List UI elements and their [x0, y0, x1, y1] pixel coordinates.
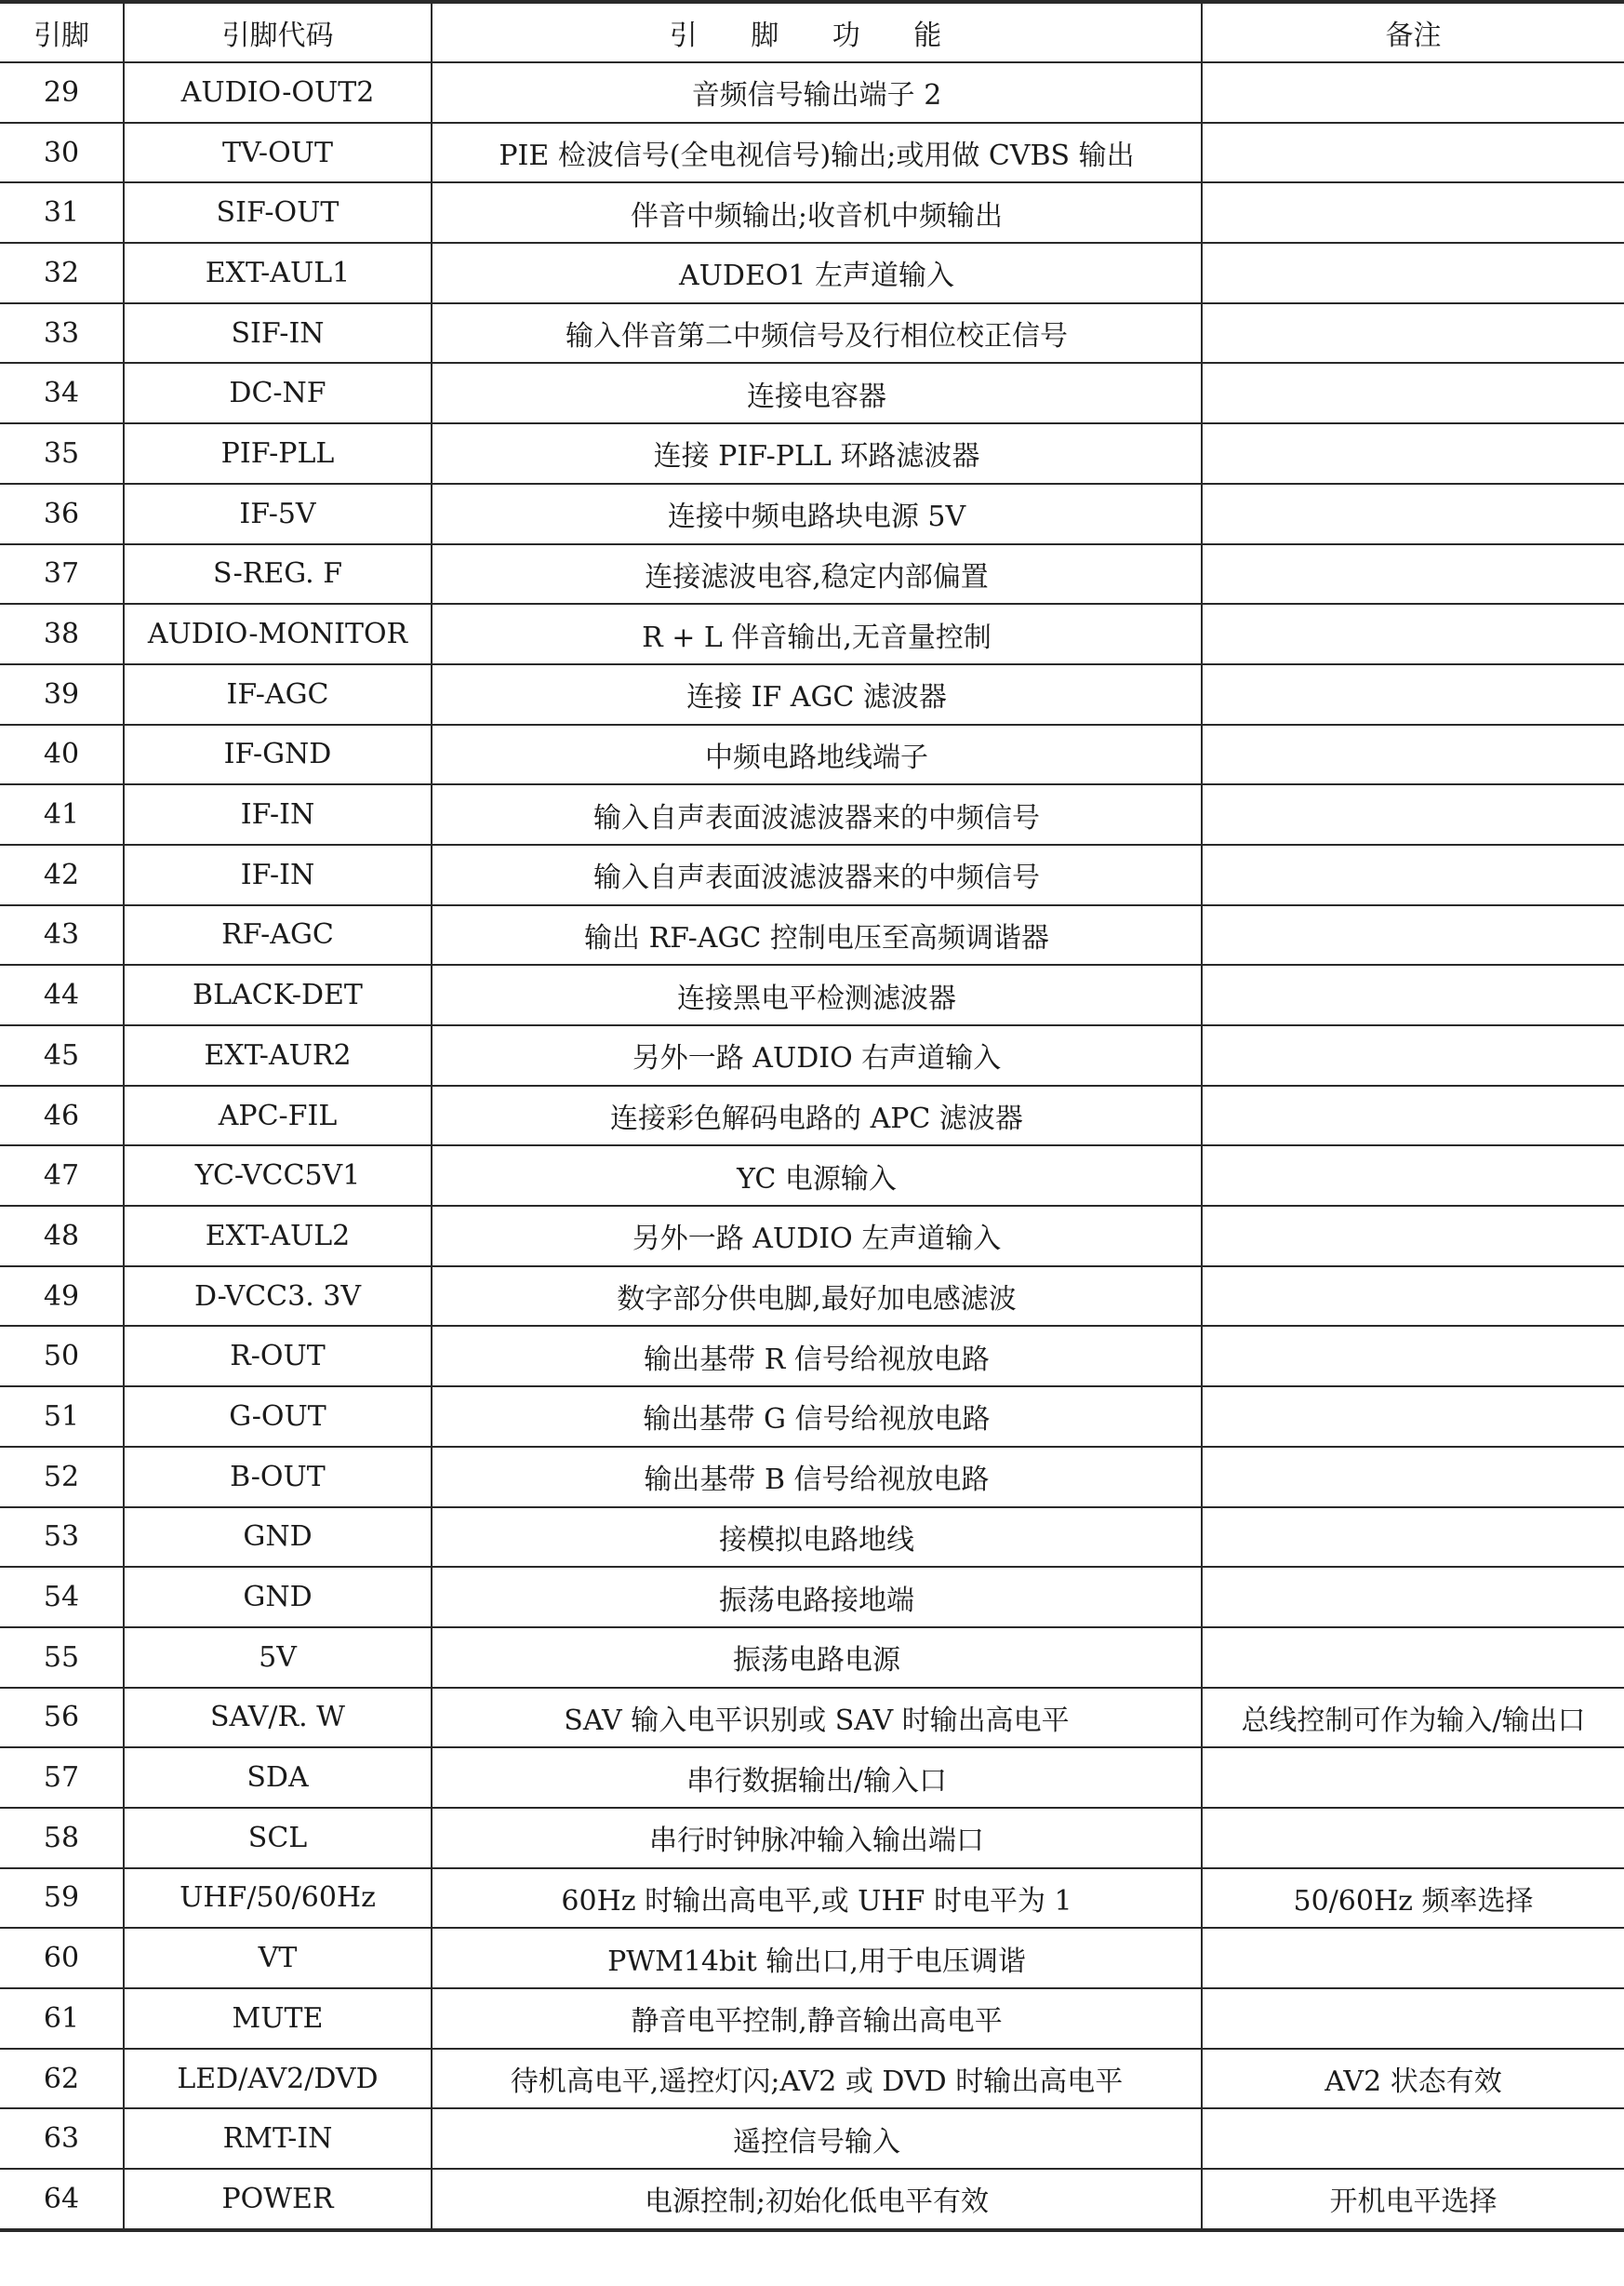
cell-function: 待机高电平,遥控灯闪;AV2 或 DVD 时输出高电平	[432, 2049, 1202, 2109]
cell-function: 中频电路地线端子	[432, 725, 1202, 785]
cell-note	[1202, 1326, 1624, 1386]
cell-note	[1202, 1988, 1624, 2049]
cell-code: SIF-OUT	[124, 182, 432, 243]
cell-pin: 54	[0, 1567, 124, 1627]
cell-function: 振荡电路接地端	[432, 1567, 1202, 1627]
cell-code: IF-AGC	[124, 664, 432, 725]
cell-function: 连接滤波电容,稳定内部偏置	[432, 544, 1202, 605]
cell-note	[1202, 1567, 1624, 1627]
cell-function: 连接 PIF-PLL 环路滤波器	[432, 423, 1202, 484]
cell-pin: 60	[0, 1928, 124, 1988]
cell-function: 输入自声表面波滤波器来的中频信号	[432, 845, 1202, 905]
table-row	[0, 2169, 1624, 2230]
table-row	[0, 123, 1624, 183]
cell-function: YC 电源输入	[432, 1145, 1202, 1206]
cell-code: EXT-AUR2	[124, 1025, 432, 1086]
cell-function: 连接彩色解码电路的 APC 滤波器	[432, 1086, 1202, 1146]
cell-code: LED/AV2/DVD	[124, 2049, 432, 2109]
cell-function: 连接中频电路块电源 5V	[432, 484, 1202, 544]
cell-code: B-OUT	[124, 1447, 432, 1507]
cell-code: EXT-AUL2	[124, 1206, 432, 1266]
cell-pin: 45	[0, 1025, 124, 1086]
cell-note	[1202, 1747, 1624, 1808]
table-row	[0, 1567, 1624, 1627]
cell-pin: 55	[0, 1627, 124, 1688]
table-row	[0, 1688, 1624, 1748]
cell-note: 开机电平选择	[1202, 2169, 1624, 2230]
cell-pin: 47	[0, 1145, 124, 1206]
table-row	[0, 1025, 1624, 1086]
cell-pin: 44	[0, 965, 124, 1025]
table-row	[0, 784, 1624, 845]
cell-function: 遥控信号输入	[432, 2108, 1202, 2169]
cell-note	[1202, 1386, 1624, 1447]
cell-note	[1202, 1086, 1624, 1146]
cell-pin: 51	[0, 1386, 124, 1447]
cell-function: 输出基带 G 信号给视放电路	[432, 1386, 1202, 1447]
cell-code: BLACK-DET	[124, 965, 432, 1025]
cell-code: AUDIO-OUT2	[124, 62, 432, 123]
header-row	[0, 2, 1624, 62]
cell-pin: 41	[0, 784, 124, 845]
cell-code: G-OUT	[124, 1386, 432, 1447]
cell-note	[1202, 243, 1624, 303]
header-code: 引脚代码	[124, 2, 432, 62]
cell-pin: 62	[0, 2049, 124, 2109]
cell-function: 另外一路 AUDIO 右声道输入	[432, 1025, 1202, 1086]
cell-function: PIE 检波信号(全电视信号)输出;或用做 CVBS 输出	[432, 123, 1202, 183]
cell-code: GND	[124, 1567, 432, 1627]
cell-function: 输出基带 B 信号给视放电路	[432, 1447, 1202, 1507]
cell-code: RMT-IN	[124, 2108, 432, 2169]
table-row	[0, 1145, 1624, 1206]
cell-note	[1202, 1266, 1624, 1327]
cell-code: SAV/R. W	[124, 1688, 432, 1748]
cell-function: PWM14bit 输出口,用于电压调谐	[432, 1928, 1202, 1988]
cell-pin: 53	[0, 1507, 124, 1568]
header-pin: 引脚	[0, 2, 124, 62]
cell-code: EXT-AUL1	[124, 243, 432, 303]
cell-function: 连接 IF AGC 滤波器	[432, 664, 1202, 725]
cell-note: 50/60Hz 频率选择	[1202, 1868, 1624, 1929]
cell-pin: 64	[0, 2169, 124, 2230]
cell-function: 输出 RF-AGC 控制电压至高频调谐器	[432, 905, 1202, 966]
cell-pin: 31	[0, 182, 124, 243]
cell-code: 5V	[124, 1627, 432, 1688]
cell-pin: 61	[0, 1988, 124, 2049]
table-header	[0, 2, 1624, 62]
cell-pin: 43	[0, 905, 124, 966]
cell-pin: 50	[0, 1326, 124, 1386]
cell-pin: 33	[0, 303, 124, 364]
cell-note	[1202, 725, 1624, 785]
table-row	[0, 1266, 1624, 1327]
cell-code: YC-VCC5V1	[124, 1145, 432, 1206]
cell-function: 静音电平控制,静音输出高电平	[432, 1988, 1202, 2049]
cell-code: SIF-IN	[124, 303, 432, 364]
cell-note	[1202, 1206, 1624, 1266]
cell-function: 串行数据输出/输入口	[432, 1747, 1202, 1808]
table-row	[0, 544, 1624, 605]
cell-pin: 30	[0, 123, 124, 183]
cell-function: 振荡电路电源	[432, 1627, 1202, 1688]
cell-pin: 36	[0, 484, 124, 544]
cell-code: APC-FIL	[124, 1086, 432, 1146]
cell-code: GND	[124, 1507, 432, 1568]
cell-note	[1202, 544, 1624, 605]
table-row	[0, 1988, 1624, 2049]
table-row	[0, 1507, 1624, 1568]
table-row	[0, 725, 1624, 785]
cell-note	[1202, 905, 1624, 966]
cell-code: AUDIO-MONITOR	[124, 604, 432, 664]
cell-code: IF-IN	[124, 784, 432, 845]
cell-function: 另外一路 AUDIO 左声道输入	[432, 1206, 1202, 1266]
cell-note	[1202, 664, 1624, 725]
table-body	[0, 62, 1624, 2230]
cell-code: MUTE	[124, 1988, 432, 2049]
cell-pin: 40	[0, 725, 124, 785]
cell-code: SCL	[124, 1808, 432, 1868]
table-row	[0, 1206, 1624, 1266]
table-row	[0, 1326, 1624, 1386]
cell-pin: 35	[0, 423, 124, 484]
cell-function: 伴音中频输出;收音机中频输出	[432, 182, 1202, 243]
cell-pin: 58	[0, 1808, 124, 1868]
cell-code: S-REG. F	[124, 544, 432, 605]
cell-pin: 38	[0, 604, 124, 664]
cell-pin: 56	[0, 1688, 124, 1748]
cell-function: SAV 输入电平识别或 SAV 时输出高电平	[432, 1688, 1202, 1748]
cell-code: R-OUT	[124, 1326, 432, 1386]
cell-function: 电源控制;初始化低电平有效	[432, 2169, 1202, 2230]
cell-code: VT	[124, 1928, 432, 1988]
cell-code: UHF/50/60Hz	[124, 1868, 432, 1929]
table-row	[0, 243, 1624, 303]
cell-code: D-VCC3. 3V	[124, 1266, 432, 1327]
cell-pin: 52	[0, 1447, 124, 1507]
cell-function: 音频信号输出端子 2	[432, 62, 1202, 123]
cell-function: AUDEO1 左声道输入	[432, 243, 1202, 303]
cell-pin: 49	[0, 1266, 124, 1327]
table-row	[0, 1747, 1624, 1808]
cell-note	[1202, 1928, 1624, 1988]
table-row	[0, 905, 1624, 966]
cell-function: R + L 伴音输出,无音量控制	[432, 604, 1202, 664]
table-row	[0, 484, 1624, 544]
table-row	[0, 182, 1624, 243]
cell-note	[1202, 1507, 1624, 1568]
header-function: 引 脚 功 能	[432, 2, 1202, 62]
cell-note	[1202, 2108, 1624, 2169]
table-row	[0, 1808, 1624, 1868]
cell-note	[1202, 303, 1624, 364]
cell-note: 总线控制可作为输入/输出口	[1202, 1688, 1624, 1748]
table-row	[0, 1086, 1624, 1146]
table-row	[0, 1928, 1624, 1988]
table-row	[0, 1447, 1624, 1507]
header-note: 备注	[1202, 2, 1624, 62]
cell-note	[1202, 1627, 1624, 1688]
cell-code: TV-OUT	[124, 123, 432, 183]
cell-pin: 37	[0, 544, 124, 605]
table-row	[0, 845, 1624, 905]
cell-code: PIF-PLL	[124, 423, 432, 484]
cell-code: POWER	[124, 2169, 432, 2230]
cell-pin: 57	[0, 1747, 124, 1808]
cell-pin: 48	[0, 1206, 124, 1266]
cell-function: 连接黑电平检测滤波器	[432, 965, 1202, 1025]
cell-function: 连接电容器	[432, 363, 1202, 423]
table-row	[0, 2108, 1624, 2169]
cell-note	[1202, 1808, 1624, 1868]
table-row	[0, 1386, 1624, 1447]
table-row	[0, 604, 1624, 664]
cell-note	[1202, 423, 1624, 484]
cell-pin: 32	[0, 243, 124, 303]
cell-note	[1202, 604, 1624, 664]
cell-note: AV2 状态有效	[1202, 2049, 1624, 2109]
cell-function: 输入伴音第二中频信号及行相位校正信号	[432, 303, 1202, 364]
cell-note	[1202, 123, 1624, 183]
cell-note	[1202, 363, 1624, 423]
cell-code: DC-NF	[124, 363, 432, 423]
cell-note	[1202, 1447, 1624, 1507]
table-row	[0, 1627, 1624, 1688]
table-row	[0, 423, 1624, 484]
cell-pin: 29	[0, 62, 124, 123]
cell-function: 输出基带 R 信号给视放电路	[432, 1326, 1202, 1386]
cell-note	[1202, 1025, 1624, 1086]
table-row	[0, 303, 1624, 364]
table-row	[0, 2049, 1624, 2109]
cell-pin: 59	[0, 1868, 124, 1929]
cell-note	[1202, 845, 1624, 905]
cell-note	[1202, 62, 1624, 123]
cell-pin: 42	[0, 845, 124, 905]
cell-function: 接模拟电路地线	[432, 1507, 1202, 1568]
cell-code: IF-5V	[124, 484, 432, 544]
table-row	[0, 664, 1624, 725]
table-row	[0, 62, 1624, 123]
cell-pin: 46	[0, 1086, 124, 1146]
cell-function: 输入自声表面波滤波器来的中频信号	[432, 784, 1202, 845]
cell-note	[1202, 965, 1624, 1025]
cell-code: IF-IN	[124, 845, 432, 905]
table-row	[0, 363, 1624, 423]
cell-note	[1202, 484, 1624, 544]
cell-pin: 63	[0, 2108, 124, 2169]
table-row	[0, 965, 1624, 1025]
cell-code: RF-AGC	[124, 905, 432, 966]
cell-pin: 39	[0, 664, 124, 725]
cell-function: 串行时钟脉冲输入输出端口	[432, 1808, 1202, 1868]
cell-code: SDA	[124, 1747, 432, 1808]
table-row	[0, 1868, 1624, 1929]
cell-note	[1202, 182, 1624, 243]
cell-code: IF-GND	[124, 725, 432, 785]
cell-note	[1202, 784, 1624, 845]
cell-function: 数字部分供电脚,最好加电感滤波	[432, 1266, 1202, 1327]
cell-function: 60Hz 时输出高电平,或 UHF 时电平为 1	[432, 1868, 1202, 1929]
cell-pin: 34	[0, 363, 124, 423]
cell-note	[1202, 1145, 1624, 1206]
